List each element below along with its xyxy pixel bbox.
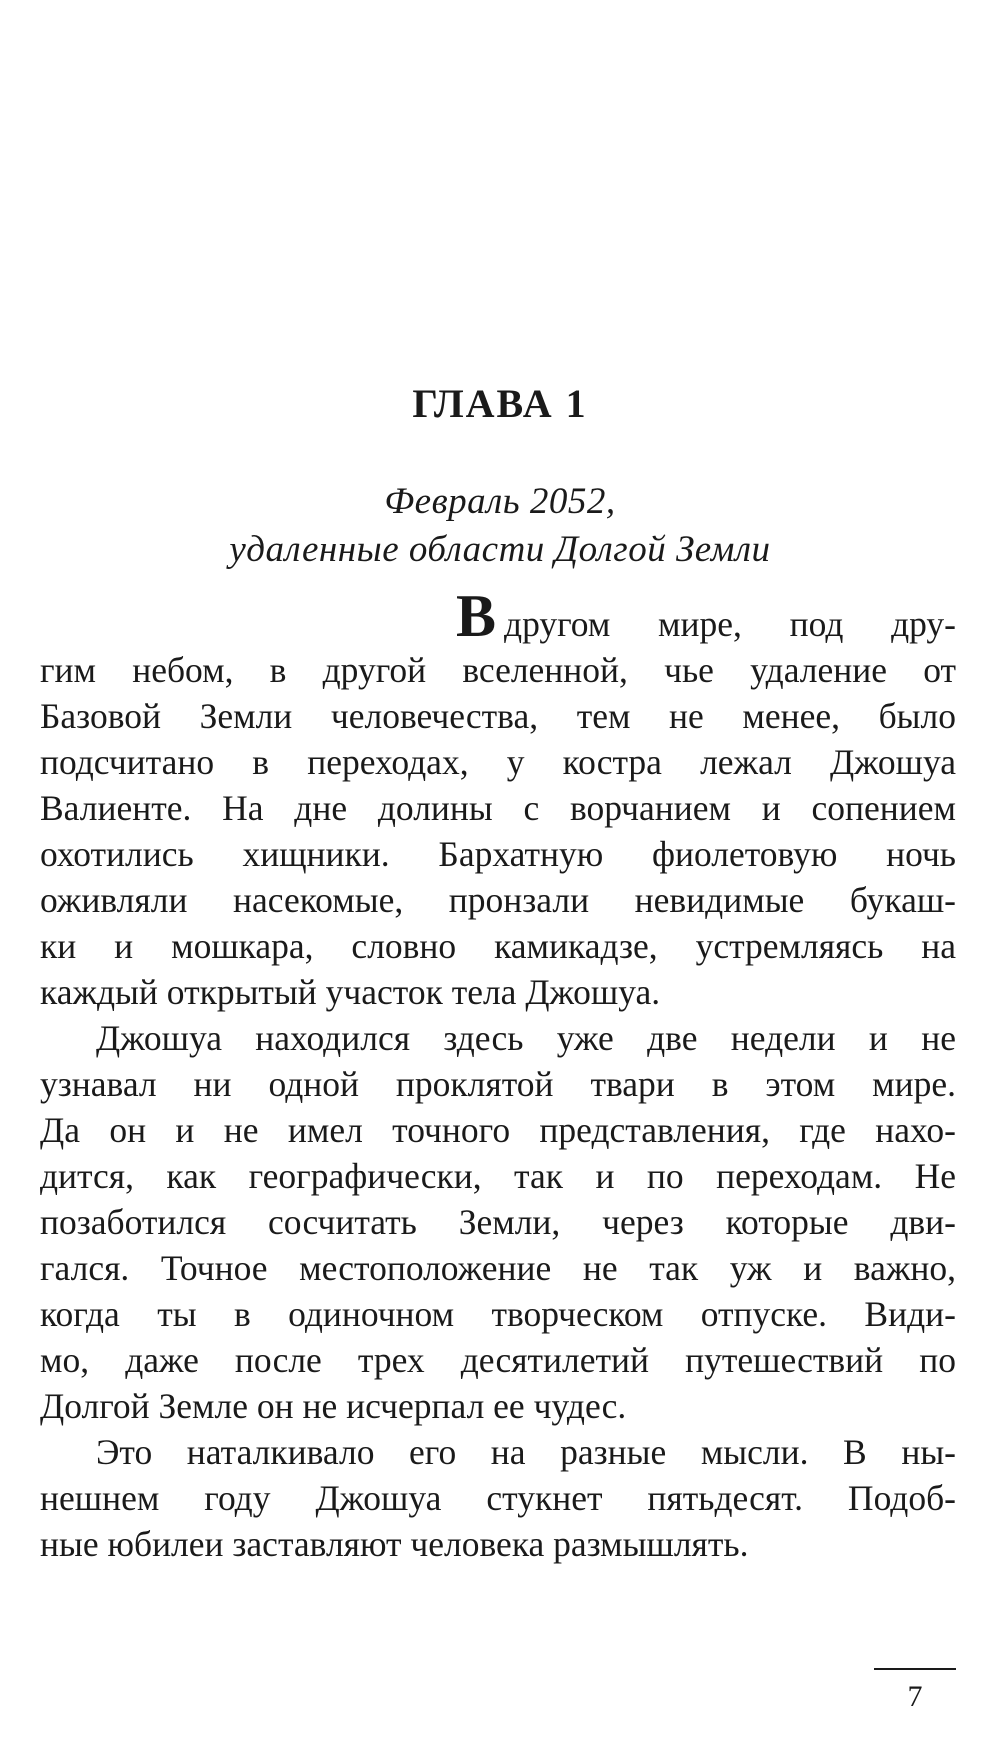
text-line: Долгой Земле он не исчерпал ее чудес. (40, 1386, 627, 1426)
text-line: Это наталкивало его на разные мысли. В ны- (96, 1432, 956, 1472)
text-line: узнавал ни одной проклятой твари в этом мире. (40, 1064, 956, 1104)
drop-cap: В (456, 583, 497, 649)
epigraph (0, 478, 1000, 574)
line-text: другом мире, под дру- (504, 604, 956, 644)
epigraph-location: удаленные области Долгой Земли (229, 529, 771, 570)
text-line: когда ты в одиночном творческом отпуске. Види- (40, 1294, 956, 1334)
epigraph-date: Февраль 2052, (384, 481, 616, 522)
text-line: ки и мошкара, словно камикадзе, устремляясь на (40, 926, 956, 966)
text-line: гим небом, в другой вселенной, чье удаление от (40, 650, 956, 690)
text-line: гался. Точное местоположение не так уж и важно, (40, 1248, 956, 1288)
text-line: подсчитано в переходах, у костра лежал Джошуа (40, 742, 956, 782)
page-number: 7 (907, 1680, 923, 1713)
text-line: оживляли насекомые, пронзали невидимые букаш- (40, 880, 956, 920)
text-line: мо, даже после трех десятилетий путешествий по (40, 1340, 956, 1380)
text-line: Валиенте. На дне долины с ворчанием и сопением (40, 788, 956, 828)
footer-rule (874, 1668, 956, 1670)
text-line: нешнем году Джошуа стукнет пятьдесят. Подоб- (40, 1478, 956, 1518)
text-line: Джошуа находился здесь уже две недели и не (96, 1018, 956, 1058)
text-line (40, 583, 956, 649)
text-line: Базовой Земли человечества, тем не менее, было (40, 696, 956, 736)
text-line: каждый открытый участок тела Джошуа. (40, 972, 661, 1012)
text-line: охотились хищники. Бархатную фиолетовую ночь (40, 834, 956, 874)
text-line: позаботился сосчитать Земли, через которые дви- (40, 1202, 956, 1242)
chapter-title: ГЛАВА 1 (412, 381, 588, 426)
text-line: Да он и не имел точного представления, где нахо- (40, 1110, 956, 1150)
text-line: ные юбилеи заставляют человека размышлять. (40, 1524, 749, 1564)
body-text (40, 583, 956, 1567)
text-line: дится, как географически, так и по переходам. Не (40, 1156, 956, 1196)
